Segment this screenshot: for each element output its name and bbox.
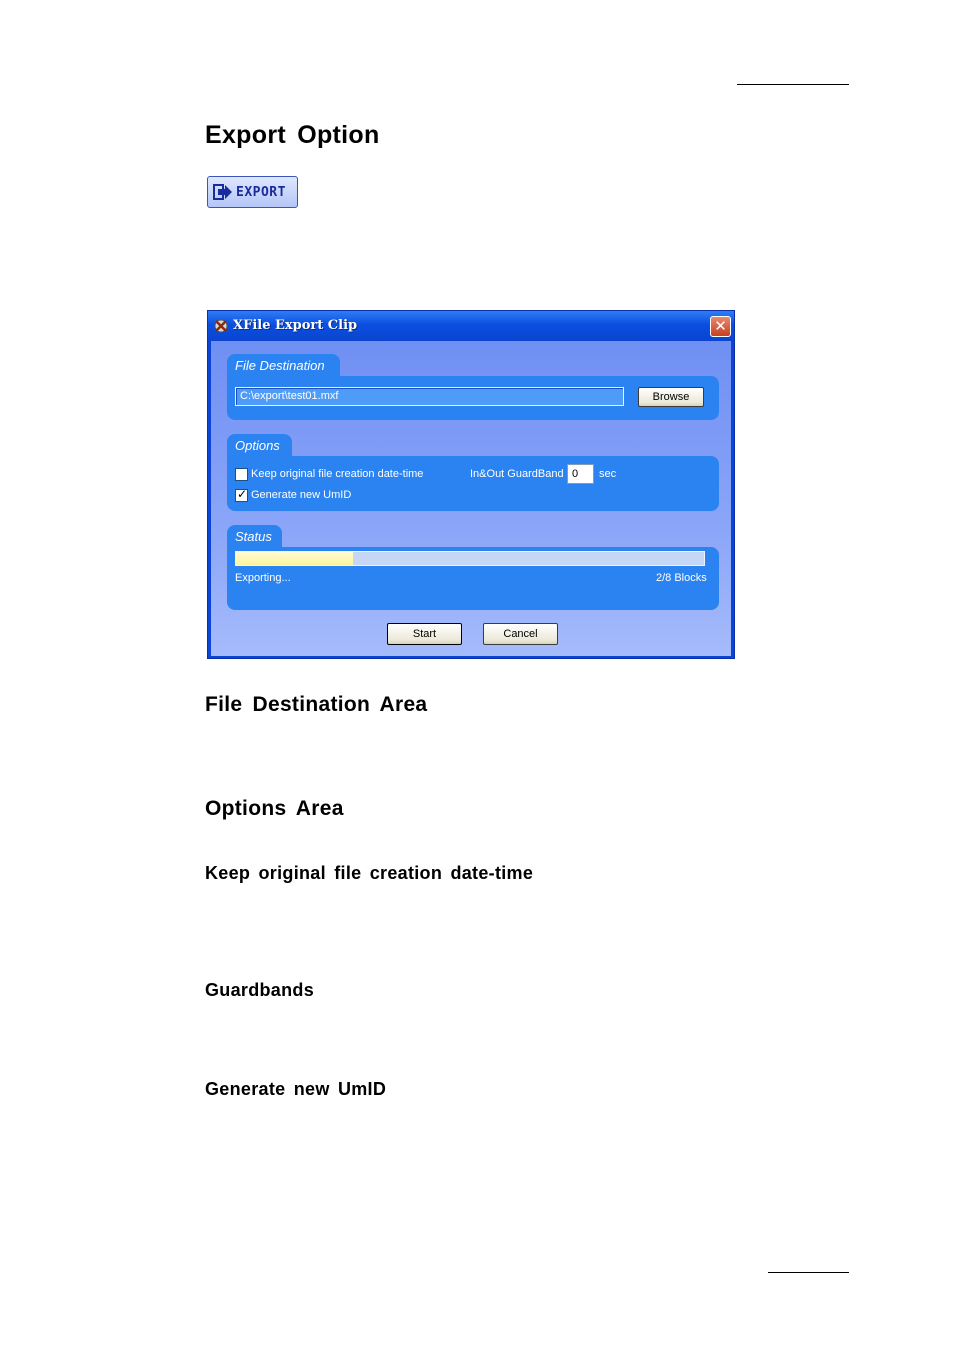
tab-file-destination: File Destination: [227, 354, 340, 378]
close-button[interactable]: [710, 316, 731, 337]
heading-options-area: Options Area: [205, 797, 344, 820]
export-progress-bar: [235, 551, 705, 566]
heading-file-destination-area: File Destination Area: [205, 693, 428, 716]
app-icon: [213, 318, 229, 334]
cancel-button[interactable]: Cancel: [483, 623, 558, 645]
dialog-title: XFile Export Clip: [233, 318, 358, 333]
heading-keep-original: Keep original file creation date-time: [205, 863, 534, 883]
heading-export-option: Export Option: [205, 121, 380, 149]
check-icon: ✓: [237, 487, 248, 501]
browse-button[interactable]: Browse: [638, 387, 704, 407]
header-rule: [737, 84, 849, 85]
export-button[interactable]: [207, 176, 298, 208]
tab-options: Options: [227, 434, 292, 458]
guardband-label: In&Out GuardBand: [470, 468, 564, 480]
xfile-export-dialog: [207, 310, 735, 659]
file-path-input[interactable]: C:\export\test01.mxf: [235, 387, 624, 406]
progress-fill: [236, 552, 353, 565]
footer-rule: [768, 1272, 849, 1273]
heading-guardbands: Guardbands: [205, 980, 315, 1000]
heading-generate-umid: Generate new UmID: [205, 1079, 387, 1099]
dialog-client: [211, 341, 731, 656]
dialog-titlebar[interactable]: [208, 311, 734, 341]
export-button-label: EXPORT: [236, 184, 286, 200]
guardband-input[interactable]: 0: [567, 464, 594, 484]
keep-original-checkbox[interactable]: [235, 468, 248, 481]
export-arrow-icon: [213, 184, 233, 200]
guardband-unit: sec: [599, 468, 617, 480]
status-message: Exporting...: [235, 572, 291, 584]
file-destination-panel: [227, 376, 719, 420]
close-icon: ✕: [714, 318, 727, 335]
options-panel: [227, 456, 719, 511]
status-blocks: 2/8 Blocks: [656, 572, 707, 584]
generate-umid-checkbox[interactable]: [235, 489, 248, 502]
generate-umid-label: Generate new UmID: [251, 489, 352, 501]
keep-original-label: Keep original file creation date-time: [251, 468, 424, 480]
tab-status: Status: [227, 525, 282, 549]
start-button[interactable]: Start: [387, 623, 462, 645]
